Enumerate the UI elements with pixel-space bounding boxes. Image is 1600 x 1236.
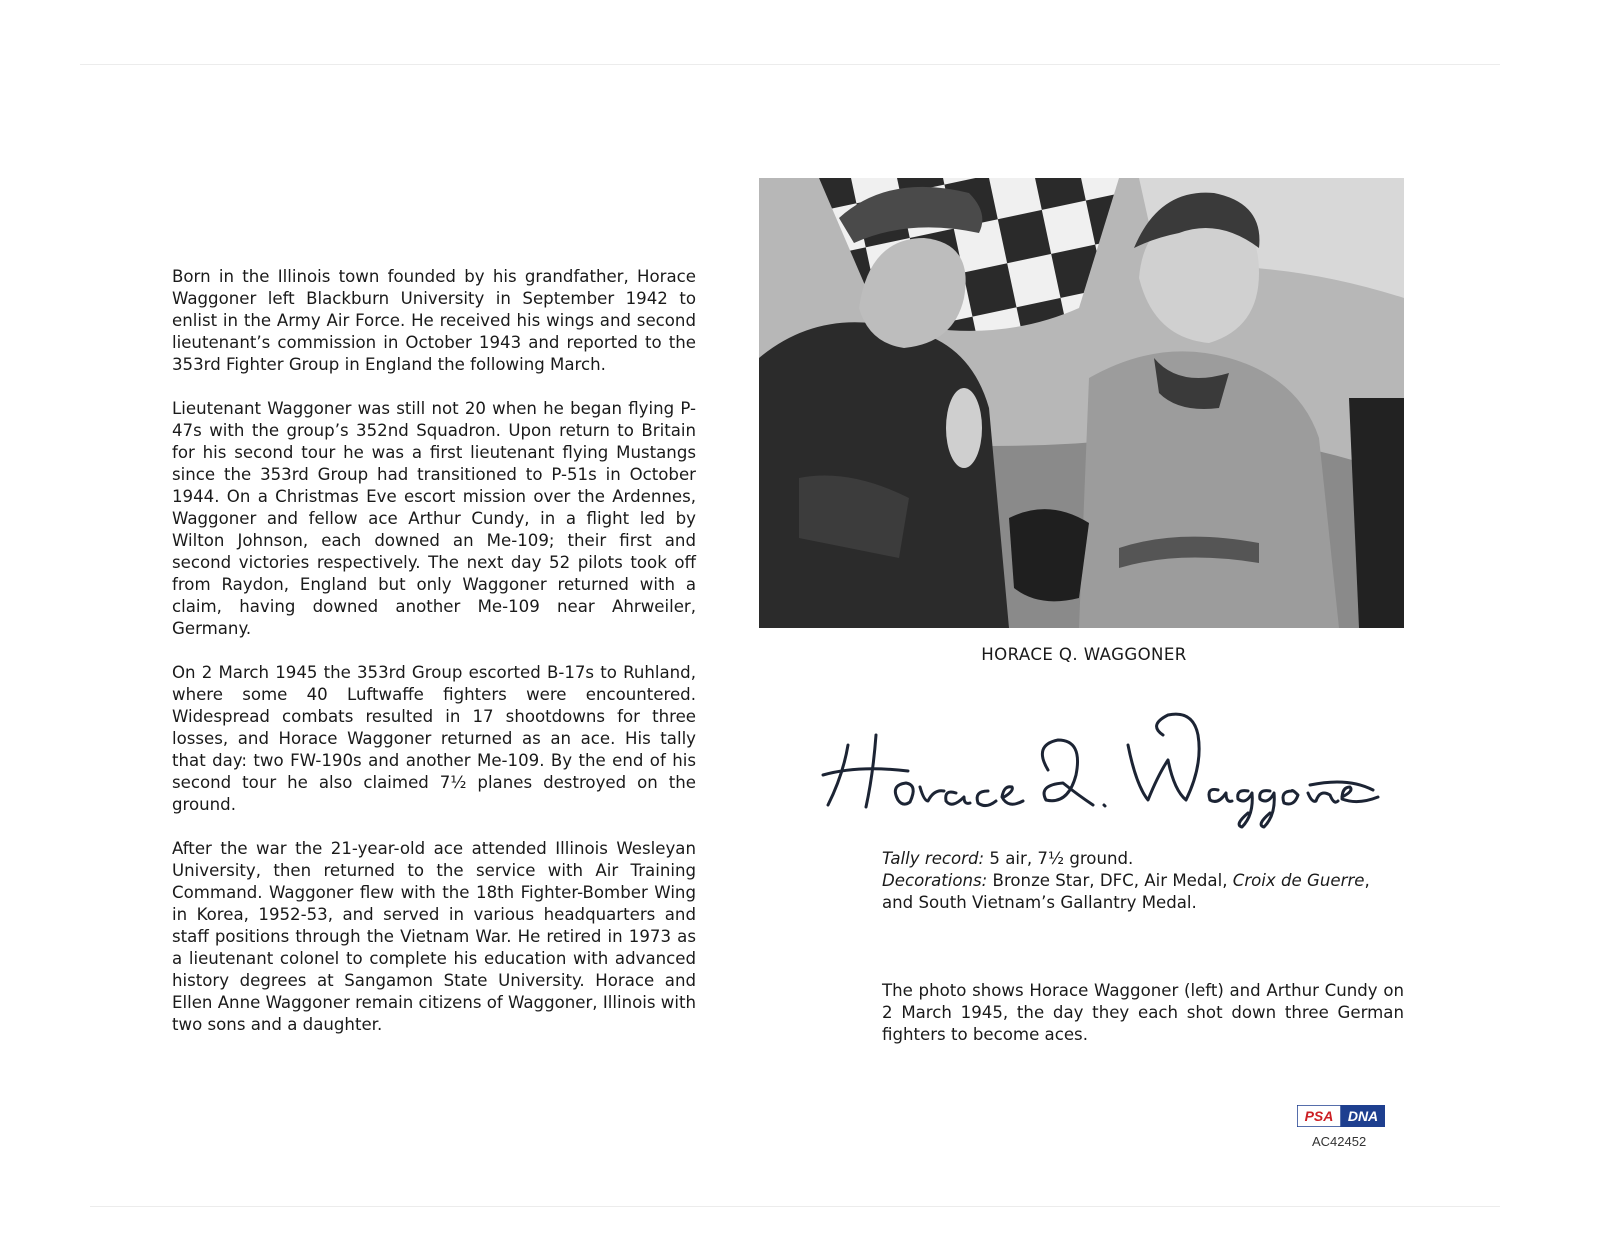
tally-record-line bbox=[882, 848, 1422, 870]
biography-paragraph-2: Lieutenant Waggoner was still not 20 when he began flying P-47s with the group’s 352nd Squadron. Upon return to Britain for his second tour he was a first lieutenant flying Mustangs since the 353rd Group had transitioned to P-51s in October 1944. On a Christmas Eve escort mission over the Ardennes, Waggoner and fellow ace Arthur Cundy, in a flight led by Wilton Johnson, each downed an Me-109; their first and second victories respectively. The next day 52 pilots took off from Raydon, England but only Waggoner returned with a claim, having downed another Me-109 near Ahrweiler, Germany. bbox=[172, 399, 696, 638]
page-bottom-edge bbox=[90, 1206, 1500, 1207]
photo-description: The photo shows Horace Waggoner (left) and Arthur Cundy on 2 March 1945, the day they each shot down three German fighters to become aces. bbox=[882, 981, 1404, 1044]
page-top-edge bbox=[80, 64, 1500, 65]
psa-logo-text: PSA bbox=[1304, 1108, 1334, 1124]
decorations-label: Decorations: bbox=[882, 871, 988, 890]
biography-text bbox=[172, 266, 696, 1058]
dna-logo-text: DNA bbox=[1347, 1108, 1379, 1124]
psa-dna-logo bbox=[1297, 1105, 1385, 1127]
photo-caption: HORACE Q. WAGGONER bbox=[981, 645, 1187, 664]
certificate-number: AC42452 bbox=[1312, 1134, 1367, 1149]
decorations-value-part-2: , bbox=[1364, 871, 1370, 890]
biography-paragraph-4: After the war the 21-year-old ace attended Illinois Wesleyan University, then returned to the service with Air Training Command. Waggoner flew with the 18th Fighter-Bomber Wing in Korea, 1952-53, and served in various headquarters and staff positions through the Vietnam War. He retired in 1973 as a lieutenant colonel to complete his education with advanced history degrees at Sangamon State University. Horace and Ellen Anne Waggoner remain citizens of Waggoner, Illinois with two sons and a daughter. bbox=[172, 839, 696, 1034]
pilots-photo bbox=[759, 178, 1404, 628]
biography-paragraph-3: On 2 March 1945 the 353rd Group escorted B-17s to Ruhland, where some 40 Luftwaffe fighters were encountered. Widespread combats resulted in 17 shootdowns for three losses, and Horace Waggoner returned as an ace. His tally that day: two FW-190s and another Me-109. By the end of his second tour he also claimed 7½ planes destroyed on the ground. bbox=[172, 663, 696, 814]
service-details bbox=[882, 848, 1422, 914]
decorations-line bbox=[882, 870, 1422, 892]
decorations-value-part-1: Bronze Star, DFC, Air Medal, bbox=[987, 871, 1233, 890]
autograph-signature bbox=[818, 705, 1388, 830]
biography-paragraph-1: Born in the Illinois town founded by his grandfather, Horace Waggoner left Blackburn University in September 1942 to enlist in the Army Air Force. He received his wings and second lieutenant’s commission in October 1943 and reported to the 353rd Fighter Group in England the following March. bbox=[172, 267, 696, 374]
tally-record-label: Tally record: bbox=[882, 849, 985, 868]
decorations-line-2: and South Vietnam’s Gallantry Medal. bbox=[882, 893, 1197, 912]
tally-record-value: 5 air, 7½ ground. bbox=[984, 849, 1134, 868]
decorations-value-italic: Croix de Guerre bbox=[1232, 871, 1365, 890]
